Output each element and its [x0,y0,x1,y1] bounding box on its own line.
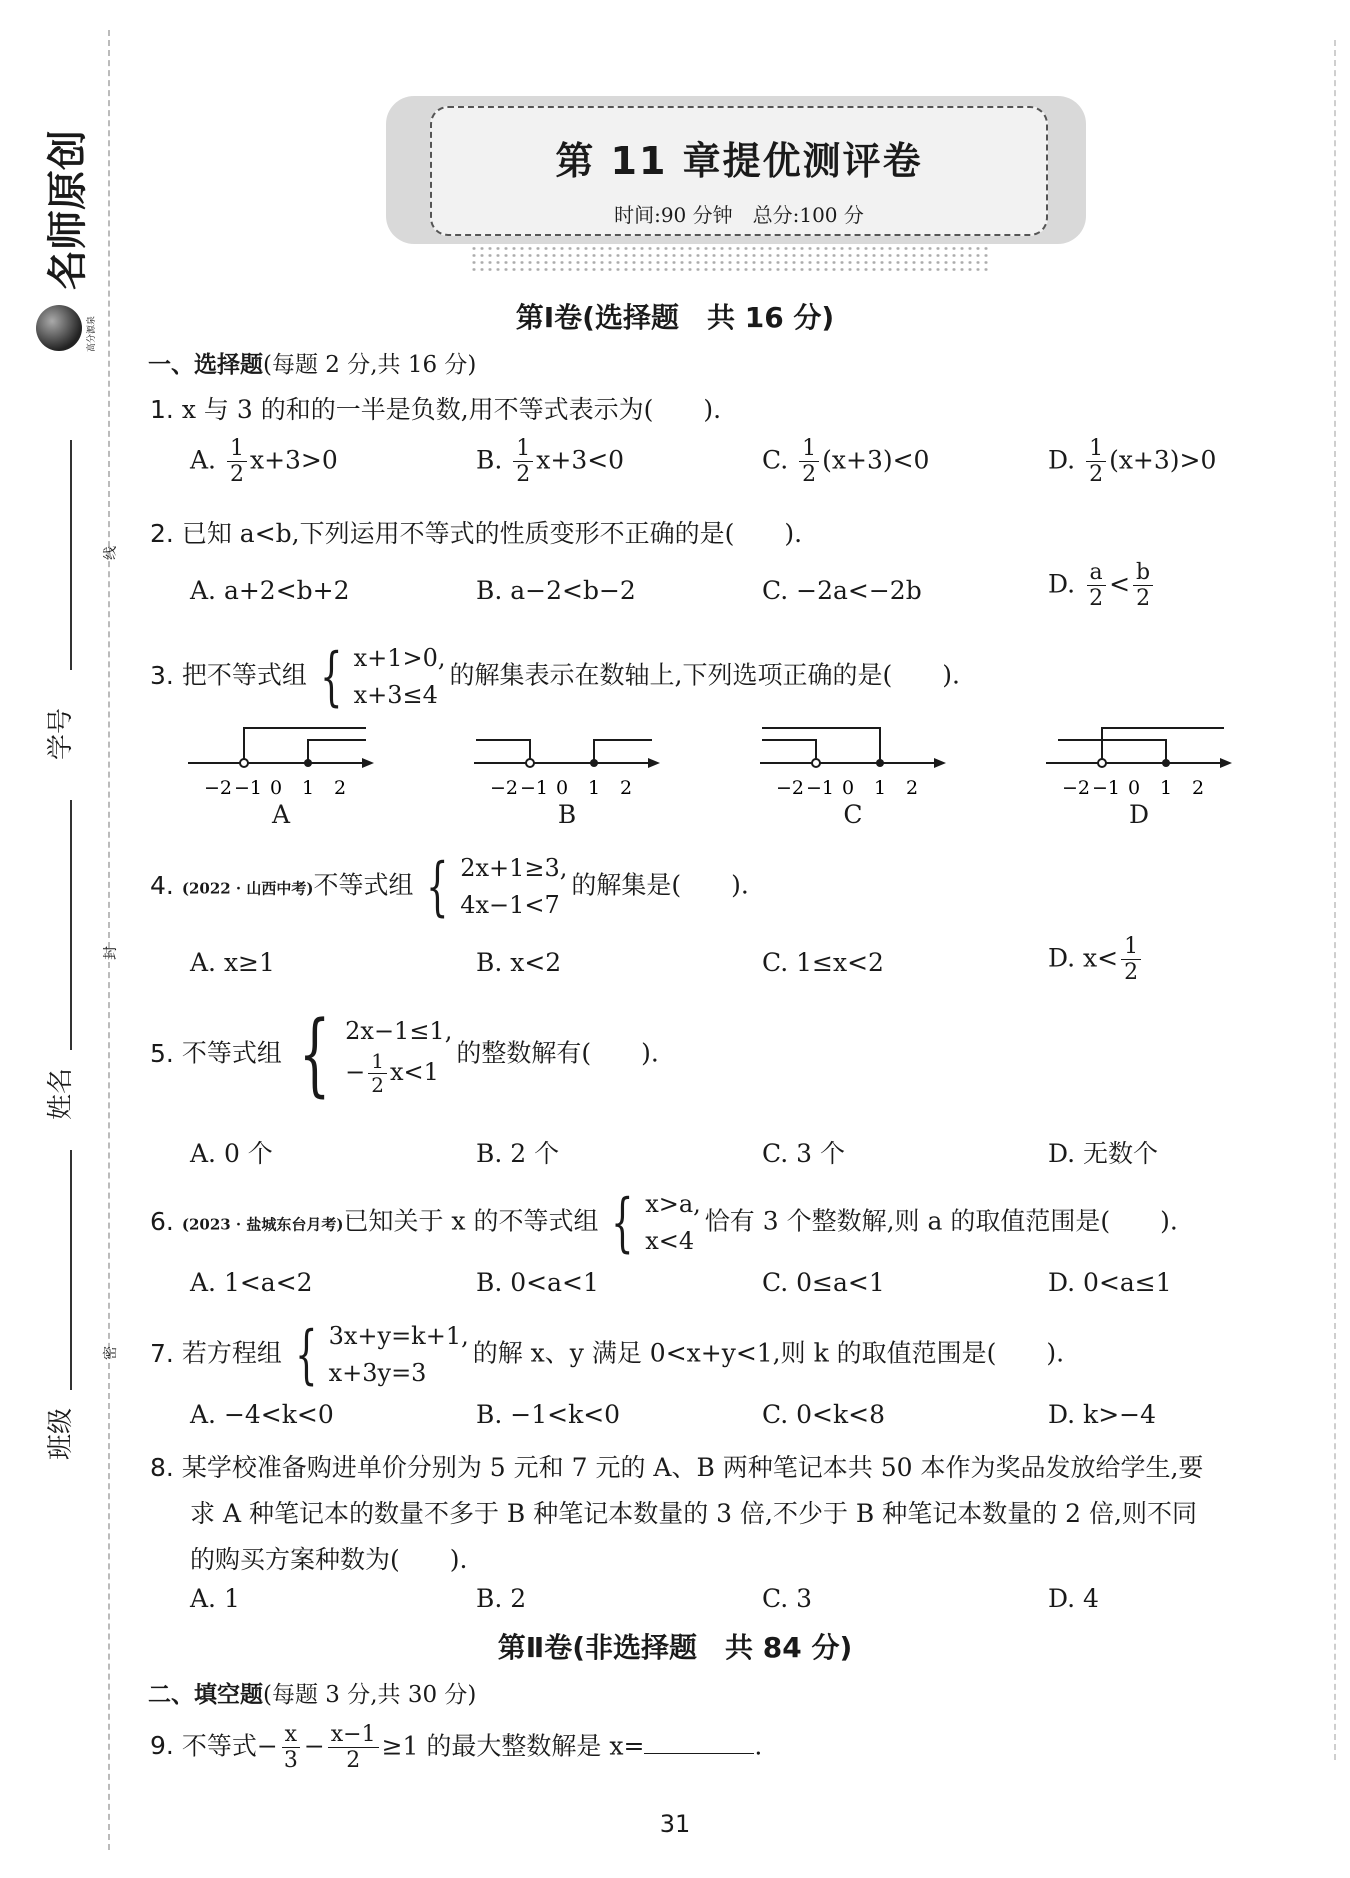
q3d-closed-point [1162,759,1170,767]
q1-b-num: 1 [513,436,533,462]
q1-a-label: A. [190,445,217,475]
page-number: 31 [659,1810,691,1838]
q9-post: ≥1 的最大整数解是 x= [381,1731,645,1761]
q7-post: 的解 x、y 满足 0<x+y<1,则 k 的取值范围是( ). [472,1338,1065,1368]
q8-option-a[interactable]: A. 1 [190,1584,240,1613]
q3-line-1: x+1>0, [353,644,446,672]
q9-num: 9. [150,1731,174,1761]
q9-frac-1 [281,1722,301,1774]
q5-num: 5. [150,1038,174,1068]
q9-frac-2 [328,1722,379,1774]
q3c-tick-1: −1 [806,777,835,799]
q3d-tick-2: 0 [1128,777,1141,799]
name-line [70,800,72,1050]
q6-option-c[interactable]: C. 0≤a<1 [762,1268,885,1297]
q3-num: 3. [150,660,174,690]
q3-system-lines [354,640,446,714]
q7-option-d[interactable]: D. k>−4 [1048,1400,1156,1429]
q3d-tick-3: 1 [1160,777,1173,799]
q1-option-b[interactable] [476,436,624,488]
q2-text: 已知 a<b,下列运用不等式的性质变形不正确的是( ). [181,519,803,548]
q1-a-num: 1 [227,436,247,462]
q7-line-2: x+3y=3 [328,1359,427,1388]
q8-option-b[interactable]: B. 2 [476,1584,527,1613]
q2-d-num-a: a [1087,560,1106,586]
part-1-note: (每题 2 分,共 16 分) [263,352,477,378]
page-subtitle: 时间:90 分钟 总分:100 分 [614,203,864,227]
q2-d-lt: < [1109,569,1131,599]
q3a-range-2 [308,740,366,763]
header-dots [470,245,990,273]
q4-num: 4. [150,870,174,900]
question-5 [150,1002,659,1107]
q1-c-frac [799,436,819,488]
q5-brace: { [298,1002,331,1107]
q1-b-den: 2 [516,462,531,488]
fold-mark-mi: 密 [103,1346,119,1360]
q3a-range-1 [244,728,366,763]
q1-c-rest: (x+3)<0 [822,445,930,475]
q4-source: (2022 · 山西中考) [181,879,314,898]
q7-pre: 若方程组 [181,1338,282,1368]
q6-option-a[interactable]: A. 1<a<2 [190,1268,313,1297]
q7-num: 7. [150,1338,174,1368]
q5-option-b[interactable]: B. 2 个 [476,1139,560,1168]
q1-option-c[interactable] [762,436,929,488]
q7-option-b[interactable]: B. −1<k<0 [476,1400,621,1429]
q3d-arrow [1220,758,1232,768]
q3-system [311,640,446,714]
q2-option-b[interactable]: B. a−2<b−2 [476,576,636,605]
q3b-range-2 [594,740,652,763]
q3c-tick-2: 0 [842,777,855,799]
section-1-title [0,296,1350,336]
part-2-note: (每题 3 分,共 30 分) [263,1682,477,1708]
question-4 [150,850,749,924]
q2-option-c[interactable]: C. −2a<−2b [762,576,922,605]
q4-line-2: 4x−1<7 [460,891,560,920]
question-7 [150,1318,1064,1392]
q3b-closed-point [590,759,598,767]
q3d-open-point [1098,759,1106,767]
q3b-arrow [648,758,660,768]
q4-pre: 不等式组 [313,870,414,900]
q9-minus: − [303,1731,325,1761]
q1-c-num: 1 [799,436,819,462]
q2-d-num-b: b [1133,560,1153,586]
q3a-arrow [362,758,374,768]
q7-option-c[interactable]: C. 0<k<8 [762,1400,885,1429]
q3-label-a[interactable]: A [271,800,291,829]
q1-d-num: 1 [1086,436,1106,462]
q4-d-num: 1 [1121,934,1141,960]
q1-d-frac [1086,436,1106,488]
q7-line-1: 3x+y=k+1, [328,1322,469,1350]
q3c-open-point [812,759,820,767]
q3b-tick-4: 2 [620,777,633,799]
q3-post: 的解集表示在数轴上,下列选项正确的是( ). [449,660,960,690]
q9-answer-blank[interactable] [644,1753,754,1754]
q3-label-c[interactable]: C [843,800,863,829]
q1-c-label: C. [762,445,789,475]
name-label: 姓名 [46,1067,76,1120]
part-1-heading [148,346,476,379]
q1-num: 1. [150,395,174,424]
q8-num: 8. [150,1453,174,1482]
q6-system-lines [645,1186,701,1260]
q6-system [602,1186,700,1260]
q3d-tick-0: −2 [1062,777,1091,799]
q5-pre: 不等式组 [181,1038,282,1068]
question-2 [150,514,802,550]
q3c-range-2 [762,740,816,763]
q9-end: . [754,1731,763,1761]
section-1-title-text: 第Ⅰ卷(选择题 共 16 分) [515,301,835,334]
q5-frac-den: 2 [371,1073,384,1098]
logo-brand: 名师原创 [45,130,91,290]
q1-d-rest: (x+3)>0 [1109,445,1217,475]
q6-option-b[interactable]: B. 0<a<1 [476,1268,599,1297]
q3a-tick-4: 2 [334,777,347,799]
q3a-tick-0: −2 [204,777,233,799]
q4-d-frac [1121,934,1141,986]
student-id-label: 学号 [46,707,76,760]
q3d-range-2 [1058,740,1166,763]
class-line [70,1150,72,1390]
q2-num: 2. [150,519,174,548]
q3c-closed-point [876,759,884,767]
q6-pre: 已知关于 x 的不等式组 [343,1206,599,1236]
q3b-tick-1: −1 [520,777,549,799]
q7-option-a[interactable]: A. −4<k<0 [190,1400,334,1429]
q7-system-lines [329,1318,469,1392]
q2-d-frac-b [1133,560,1153,612]
q5-option-c[interactable]: C. 3 个 [762,1139,845,1168]
question-9 [150,1722,762,1774]
q6-line-1: x>a, [645,1190,701,1218]
q1-c-den: 2 [802,462,817,488]
question-1 [150,390,721,426]
q6-source: (2023 · 盐城东台月考) [181,1215,344,1234]
q2-d-den-b: 2 [1136,586,1151,612]
q5-post: 的整数解有( ). [456,1038,659,1068]
q1-b-label: B. [476,445,503,475]
q9-f2-num: x−1 [328,1722,379,1748]
q1-b-rest: x+3<0 [536,445,625,475]
q4-line-1: 2x+1≥3, [460,854,568,882]
q1-text: x 与 3 的和的一半是负数,用不等式表示为( ). [181,395,722,424]
q2-option-d[interactable] [1048,560,1156,612]
q1-d-den: 2 [1089,462,1104,488]
q1-b-frac [513,436,533,488]
q6-num: 6. [150,1206,174,1236]
q6-option-d[interactable]: D. 0<a≤1 [1048,1268,1172,1297]
q5-option-d[interactable]: D. 无数个 [1048,1139,1159,1168]
class-label: 班级 [46,1407,76,1460]
section-2-title-text: 第Ⅱ卷(非选择题 共 84 分) [497,1631,853,1664]
q3a-tick-2: 0 [270,777,283,799]
q5-line-1: 2x−1≤1, [345,1016,453,1045]
q8-line-2: 求 A 种笔记本的数量不多于 B 种笔记本数量的 3 倍,不少于 B 种笔记本数量的 2 倍,则不同 [190,1499,1197,1528]
section-2-title [0,1626,1350,1666]
q1-d-label: D. [1048,445,1076,475]
q7-brace: { [295,1318,318,1393]
question-8 [150,1448,1203,1484]
q4-post: 的解集是( ). [571,870,749,900]
q3-line-2: x+3≤4 [353,681,438,710]
q1-a-rest: x+3>0 [249,445,338,475]
q4-brace: { [426,850,450,925]
q3c-tick-0: −2 [776,777,805,799]
q9-f1-den: 3 [283,1748,298,1774]
q7-system [286,1318,469,1392]
part-1-heading-text: 一、选择题 [148,352,263,378]
q3-pre: 把不等式组 [181,660,307,690]
q4-system-lines [460,850,567,924]
q3-brace: { [320,640,343,715]
q1-option-a[interactable] [190,436,338,488]
q6-line-2: x<4 [645,1227,695,1256]
q4-option-d[interactable] [1048,934,1144,986]
q4-system [417,850,567,924]
q6-brace: { [611,1186,635,1261]
q2-d-frac-a [1086,560,1106,612]
q3d-range-1 [1102,728,1224,763]
q8-option-c[interactable]: C. 3 [762,1584,813,1613]
q3b-open-point [526,759,534,767]
q3b-tick-0: −2 [490,777,519,799]
q3b-tick-2: 0 [556,777,569,799]
q3a-closed-point [304,759,312,767]
q1-a-den: 2 [229,462,244,488]
q4-option-b[interactable]: B. x<2 [476,948,562,977]
fold-mark-xian: 线 [103,546,119,560]
q3-label-d[interactable]: D [1128,800,1150,829]
q3b-range-1 [476,740,530,763]
question-3 [150,640,960,714]
q5-frac-num: 1 [368,1050,387,1074]
q8-line-3: 的购买方案种数为( ). [190,1545,468,1574]
q3c-tick-4: 2 [906,777,919,799]
q2-d-label: D. [1048,569,1076,599]
page-title: 第 11 章提优测评卷 [555,139,923,183]
q3b-tick-3: 1 [588,777,601,799]
fold-mark-feng: 封 [103,946,119,960]
q3a-open-point [240,759,248,767]
q3c-tick-3: 1 [874,777,887,799]
q1-option-d[interactable] [1048,436,1216,488]
question-6 [150,1186,1178,1260]
header-panel [430,106,1048,236]
q4-option-a[interactable]: A. x≥1 [190,948,275,977]
q8-option-d[interactable]: D. 4 [1048,1584,1099,1613]
q4-d-label: D. x< [1048,943,1119,973]
q5-system-lines [345,1013,452,1097]
q3c-arrow [934,758,946,768]
q3d-tick-4: 2 [1192,777,1205,799]
part-2-heading [148,1676,476,1709]
q3d-tick-1: −1 [1092,777,1121,799]
logo-sub: 高分源泉 [87,315,97,352]
q3a-tick-3: 1 [302,777,315,799]
q3a-tick-1: −1 [234,777,263,799]
student-id-line [70,440,72,670]
q5-line-2-rest: x<1 [389,1058,439,1087]
q9-f2-den: 2 [346,1748,361,1774]
q5-system [286,1002,453,1107]
q9-pre: 不等式− [181,1731,278,1761]
q2-d-den-a: 2 [1089,586,1104,612]
q9-f1-num: x [282,1722,300,1748]
q3c-range-1 [762,728,880,763]
q1-a-frac [227,436,247,488]
q2-option-a[interactable]: A. a+2<b+2 [190,576,350,605]
q3-label-b[interactable]: B [557,800,577,829]
q5-line-2 [345,1050,452,1097]
q4-d-den: 2 [1124,960,1139,986]
q5-line-2-frac [368,1050,387,1097]
q5-option-a[interactable]: A. 0 个 [190,1139,273,1168]
q5-line-2-minus: − [345,1058,366,1087]
q4-option-c[interactable]: C. 1≤x<2 [762,948,884,977]
q8-line-1: 某学校准备购进单价分别为 5 元和 7 元的 A、B 两种笔记本共 50 本作为奖品发放给学生,要 [181,1453,1204,1482]
part-2-heading-text: 二、填空题 [148,1682,263,1708]
q6-post: 恰有 3 个整数解,则 a 的取值范围是( ). [704,1206,1178,1236]
